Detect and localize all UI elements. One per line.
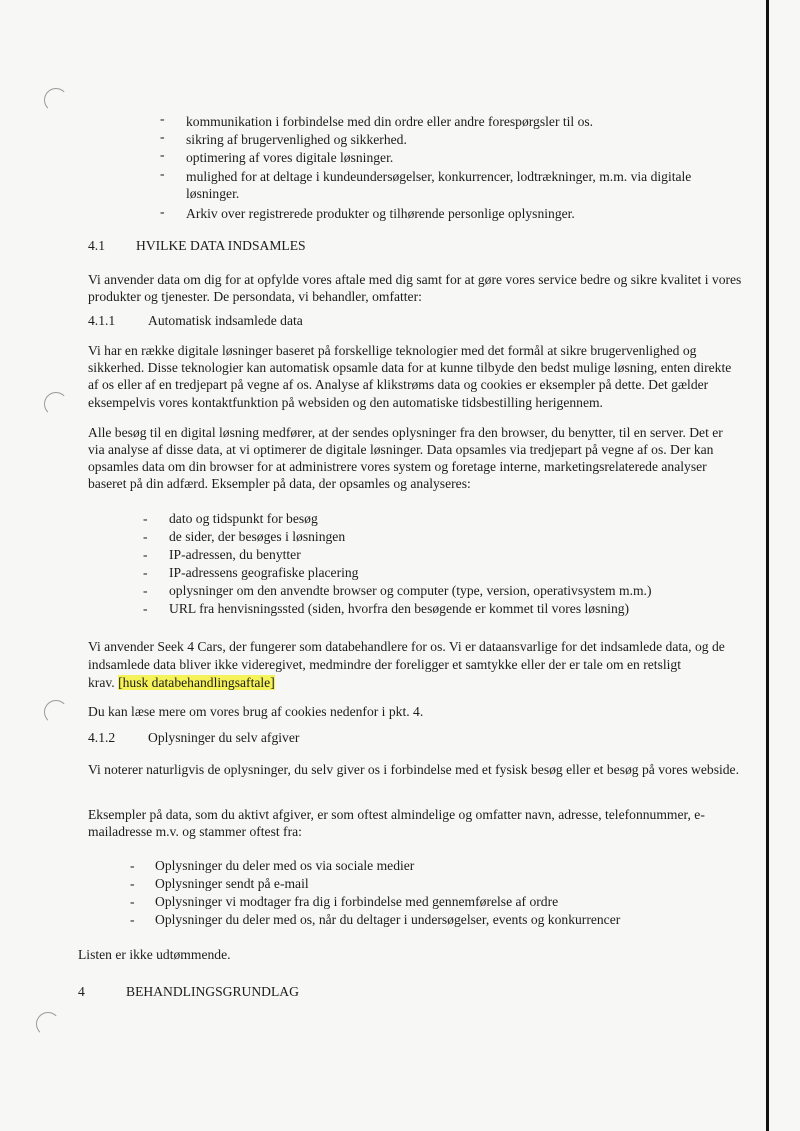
bullet-marker: - bbox=[143, 583, 148, 598]
paragraph-text: krav. bbox=[88, 675, 115, 690]
bullet-marker: - bbox=[143, 529, 148, 544]
highlighted-note: [husk databehandlingsaftale] bbox=[118, 675, 275, 690]
paragraph-line: Vi noterer naturligvis de oplysninger, du selv giver os i forbindelse med et fysisk besøg eller et besøg på vores webside. bbox=[88, 762, 739, 777]
punch-hole-mark bbox=[44, 88, 68, 112]
subsection-heading: Automatisk indsamlede data bbox=[148, 313, 303, 328]
paragraph-line bbox=[88, 674, 275, 692]
list-item: kommunikation i forbindelse med din ordre eller andre forespørgsler til os. bbox=[186, 114, 594, 129]
paragraph-line: mailadresse m.v. og stammer oftest fra: bbox=[88, 824, 302, 839]
paragraph-line: sikkerhed. Disse teknologier kan automatisk opsamle data for at kunne tilbyde den bedst mulige løsning, enten direkte bbox=[88, 360, 732, 375]
bullet-marker: - bbox=[130, 912, 135, 927]
list-item: Oplysninger vi modtager fra dig i forbindelse med gennemførelse af ordre bbox=[155, 894, 559, 909]
list-item: oplysninger om den anvendte browser og computer (type, version, operativsystem m.m.) bbox=[169, 583, 652, 598]
paragraph-line: eksempelvis vores kontaktfunktion på websiden og den automatiske tidsbestilling herigennem. bbox=[88, 395, 603, 410]
section-heading: HVILKE DATA INDSAMLES bbox=[136, 238, 306, 253]
subsection-number: 4.1.2 bbox=[88, 730, 116, 745]
bullet-marker: - bbox=[130, 858, 135, 873]
bullet-marker: - bbox=[143, 565, 148, 580]
section-heading: BEHANDLINGSGRUNDLAG bbox=[126, 984, 299, 999]
list-item: Oplysninger du deler med os, når du deltager i undersøgelser, events og konkurrencer bbox=[155, 912, 621, 927]
bullet-marker: - bbox=[160, 111, 165, 126]
paragraph-line: Vi anvender Seek 4 Cars, der fungerer som databehandlere for os. Vi er dataansvarlige for det indsamlede data, og de bbox=[88, 639, 725, 654]
punch-hole-mark bbox=[44, 700, 68, 724]
list-item: de sider, der besøges i løsningen bbox=[169, 529, 346, 544]
list-item: Oplysninger du deler med os via sociale medier bbox=[155, 858, 415, 873]
paragraph-line: produkter og tjenester. De persondata, vi behandler, omfatter: bbox=[88, 289, 422, 304]
paragraph-line: indsamlede data bliver ikke videregivet, medmindre der foreligger et samtykke eller der er tale om en retsligt bbox=[88, 657, 681, 672]
paragraph-line: baseret på din adfærd. Eksempler på data, der opsamles og analyseres: bbox=[88, 476, 471, 491]
list-item: mulighed for at deltage i kundeundersøgelser, konkurrencer, lodtrækninger, m.m. via digitale bbox=[186, 169, 692, 184]
paragraph-line: via analyse af disse data, at vi optimerer de digitale løsninger. Data opsamles via tredjepart på vegne af os. Der kan bbox=[88, 442, 714, 457]
punch-hole-mark bbox=[44, 392, 68, 416]
list-item: sikring af brugervenlighed og sikkerhed. bbox=[186, 132, 407, 147]
paragraph-line: opsamles data om din browser for at administrere vores system og foretage interne, marketingsrelaterede analyser bbox=[88, 459, 707, 474]
list-item: optimering af vores digitale løsninger. bbox=[186, 150, 394, 165]
bullet-marker: - bbox=[160, 166, 165, 181]
bullet-marker: - bbox=[160, 147, 165, 162]
section-number: 4 bbox=[78, 984, 85, 999]
list-item-continuation: løsninger. bbox=[186, 186, 240, 201]
subsection-number: 4.1.1 bbox=[88, 313, 116, 328]
paragraph-line: af os eller af en tredjepart på vegne af os. Analyse af klikstrøms data og cookies er eksempler på dette. Det gælder bbox=[88, 377, 709, 392]
paragraph-line: Vi anvender data om dig for at opfylde vores aftale med dig samt for at gøre vores service bedre og sikre kvalitet i vores bbox=[88, 272, 742, 287]
bullet-marker: - bbox=[160, 129, 165, 144]
paragraph-line: Du kan læse mere om vores brug af cookies nedenfor i pkt. 4. bbox=[88, 704, 424, 719]
punch-hole-mark bbox=[36, 1012, 60, 1036]
bullet-marker: - bbox=[130, 894, 135, 909]
paragraph-line: Alle besøg til en digital løsning medfører, at der sendes oplysninger fra den browser, du benytter, til en server. Det er bbox=[88, 425, 723, 440]
bullet-marker: - bbox=[143, 511, 148, 526]
list-item: IP-adressens geografiske placering bbox=[169, 565, 359, 580]
paragraph-line: Listen er ikke udtømmende. bbox=[78, 947, 231, 962]
paragraph-line: Vi har en række digitale løsninger baseret på forskellige teknologier med det formål at sikre brugervenlighed og bbox=[88, 343, 697, 358]
paragraph-line: Eksempler på data, som du aktivt afgiver, er som oftest almindelige og omfatter navn, adresse, telefonnummer, e- bbox=[88, 807, 705, 822]
bullet-marker: - bbox=[160, 204, 165, 219]
list-item: IP-adressen, du benytter bbox=[169, 547, 301, 562]
bullet-marker: - bbox=[143, 547, 148, 562]
list-item: Arkiv over registrerede produkter og tilhørende personlige oplysninger. bbox=[186, 206, 575, 221]
bullet-marker: - bbox=[130, 876, 135, 891]
list-item: URL fra henvisningssted (siden, hvorfra den besøgende er kommet til vores løsning) bbox=[169, 601, 630, 616]
list-item: dato og tidspunkt for besøg bbox=[169, 511, 318, 526]
subsection-heading: Oplysninger du selv afgiver bbox=[148, 730, 300, 745]
bullet-marker: - bbox=[143, 601, 148, 616]
list-item: Oplysninger sendt på e-mail bbox=[155, 876, 309, 891]
section-number: 4.1 bbox=[88, 238, 105, 253]
scan-edge-line bbox=[766, 0, 769, 1131]
